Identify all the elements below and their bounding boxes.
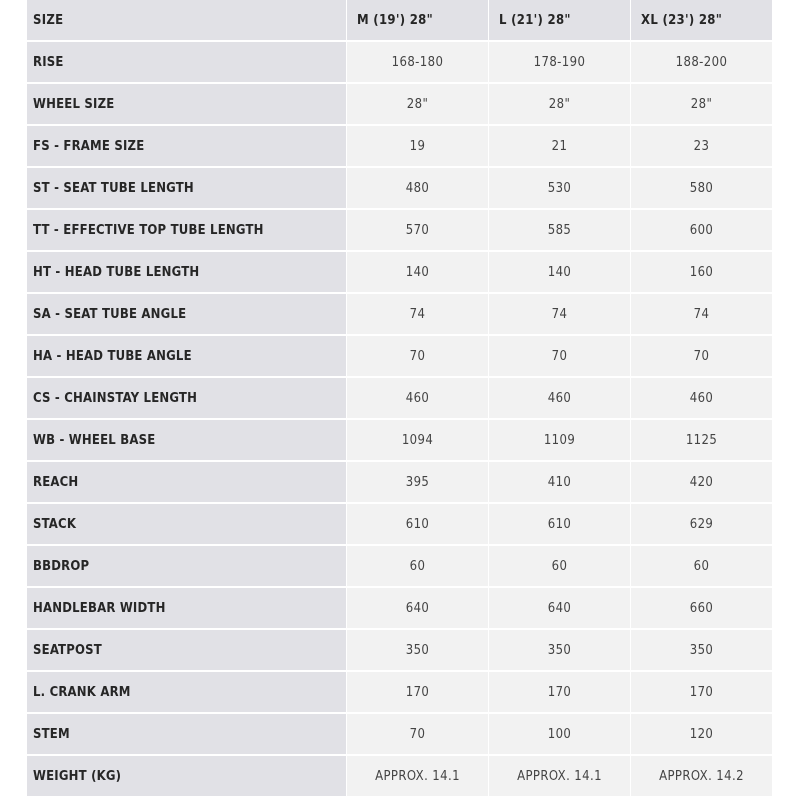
header-size-m: M (19') 28" <box>347 0 488 42</box>
row-value-xl: 1125 <box>631 420 772 462</box>
row-value-m: 70 <box>347 714 488 756</box>
row-value-xl: 188-200 <box>631 42 772 84</box>
row-value-l: 1109 <box>489 420 630 462</box>
row-value-l: 585 <box>489 210 630 252</box>
row-value-l: 60 <box>489 546 630 588</box>
row-label: TT - EFFECTIVE TOP TUBE LENGTH <box>27 210 346 252</box>
row-label: L. CRANK ARM <box>27 672 346 714</box>
row-value-m: 70 <box>347 336 488 378</box>
row-value-xl: 600 <box>631 210 772 252</box>
row-value-m: 168-180 <box>347 42 488 84</box>
row-value-l: 74 <box>489 294 630 336</box>
row-value-xl: 70 <box>631 336 772 378</box>
row-value-l: 100 <box>489 714 630 756</box>
row-value-l: 178-190 <box>489 42 630 84</box>
row-value-l: 640 <box>489 588 630 630</box>
row-value-xl: 420 <box>631 462 772 504</box>
row-value-m: 19 <box>347 126 488 168</box>
row-value-l: 350 <box>489 630 630 672</box>
header-size-label: SIZE <box>27 0 346 42</box>
row-value-m: 610 <box>347 504 488 546</box>
row-value-xl: 60 <box>631 546 772 588</box>
row-label: HA - HEAD TUBE ANGLE <box>27 336 346 378</box>
row-value-l: 610 <box>489 504 630 546</box>
row-label: HT - HEAD TUBE LENGTH <box>27 252 346 294</box>
row-label: CS - CHAINSTAY LENGTH <box>27 378 346 420</box>
row-value-m: 570 <box>347 210 488 252</box>
row-value-l: 170 <box>489 672 630 714</box>
row-value-xl: 580 <box>631 168 772 210</box>
row-label: FS - FRAME SIZE <box>27 126 346 168</box>
row-value-xl: 170 <box>631 672 772 714</box>
row-value-m: 460 <box>347 378 488 420</box>
row-value-m: 28" <box>347 84 488 126</box>
row-value-l: 460 <box>489 378 630 420</box>
row-label: SA - SEAT TUBE ANGLE <box>27 294 346 336</box>
row-value-m: 60 <box>347 546 488 588</box>
row-value-l: 21 <box>489 126 630 168</box>
row-value-l: 530 <box>489 168 630 210</box>
row-value-xl: APPROX. 14.2 <box>631 756 772 798</box>
row-label: SEATPOST <box>27 630 346 672</box>
row-value-m: 350 <box>347 630 488 672</box>
row-value-m: APPROX. 14.1 <box>347 756 488 798</box>
geometry-table <box>27 0 771 798</box>
row-value-xl: 660 <box>631 588 772 630</box>
row-value-xl: 120 <box>631 714 772 756</box>
row-value-xl: 28" <box>631 84 772 126</box>
row-label: RISE <box>27 42 346 84</box>
row-value-m: 74 <box>347 294 488 336</box>
row-label: WB - WHEEL BASE <box>27 420 346 462</box>
row-value-xl: 350 <box>631 630 772 672</box>
row-value-l: APPROX. 14.1 <box>489 756 630 798</box>
row-value-l: 140 <box>489 252 630 294</box>
header-size-l: L (21') 28" <box>489 0 630 42</box>
row-value-m: 140 <box>347 252 488 294</box>
row-value-l: 70 <box>489 336 630 378</box>
row-label: WHEEL SIZE <box>27 84 346 126</box>
row-value-m: 395 <box>347 462 488 504</box>
row-value-m: 640 <box>347 588 488 630</box>
row-value-xl: 460 <box>631 378 772 420</box>
row-label: BBDROP <box>27 546 346 588</box>
row-label: HANDLEBAR WIDTH <box>27 588 346 630</box>
header-size-xl: XL (23') 28" <box>631 0 772 42</box>
row-label: WEIGHT (KG) <box>27 756 346 798</box>
row-label: STEM <box>27 714 346 756</box>
row-label: ST - SEAT TUBE LENGTH <box>27 168 346 210</box>
row-value-m: 480 <box>347 168 488 210</box>
row-value-xl: 160 <box>631 252 772 294</box>
row-value-xl: 74 <box>631 294 772 336</box>
row-label: STACK <box>27 504 346 546</box>
row-value-xl: 23 <box>631 126 772 168</box>
row-value-xl: 629 <box>631 504 772 546</box>
row-value-l: 410 <box>489 462 630 504</box>
row-value-m: 1094 <box>347 420 488 462</box>
row-label: REACH <box>27 462 346 504</box>
row-value-l: 28" <box>489 84 630 126</box>
row-value-m: 170 <box>347 672 488 714</box>
